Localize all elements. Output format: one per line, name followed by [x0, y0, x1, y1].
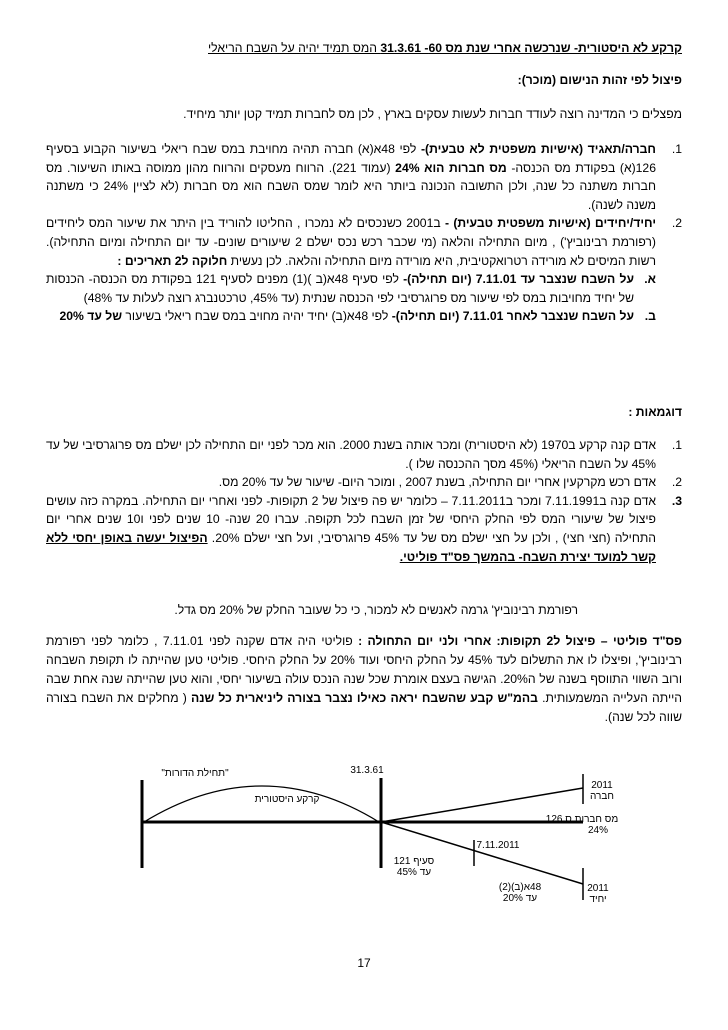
label-up-to-45: עד 45% — [396, 867, 432, 878]
examples-list — [46, 436, 682, 566]
sub-item — [46, 270, 682, 307]
sub-marker: ב. — [644, 309, 656, 324]
list-marker: 2. — [671, 216, 682, 231]
politi-text: פוליטי היה אדם שקנה לפני 7.11.01 , כלומר לפני רפורמת רבינוביץ', ופיצלו לו את התשלום לעד 45% על החלק היחסי ועוד 20% על החלק היחסי. פוליטי טען שהייתה לו תקופת השבחה ורוב השווי התווסף בשנה של ה20%. הגישה בעצם אומרת שכל שנה הנכס עולה בשיעור יחסי, והוא טען שהייתה שנה אחת שבה הייתה העלייה המשמעותית. — [46, 634, 683, 705]
politi-ruling: בהמ"ש קבע שהשבח יראה כאילו נצבר בצורה ליניארית כל שנה — [190, 691, 538, 705]
page-header — [46, 40, 682, 56]
label-2011-company: 2011 — [591, 780, 613, 791]
politi-text-2: ( מחלקים את השבח בצורה שווה לכל שנה). — [46, 691, 682, 724]
politi-lead: פס"ד פוליטי – פיצול ל2 תקופות: אחרי ולני יום התחולה : — [358, 634, 682, 648]
sub-text: לפי סעיף 48א(ב )(1) מפנים לסעיף 121 בפקודת מס הכנסה- הכנסות של יחיד מחויבות במס לפי שיעור מס פרוגרסיבי לפי הכנסה שנתית (עד 45%, טרכטנברג רוצה לעלות עד 48%) — [46, 272, 634, 305]
list-item — [46, 140, 682, 214]
label-7-11-2011: 7.11.2011 — [476, 840, 520, 851]
sub-tail-bold: של עד 20% — [59, 309, 123, 324]
item-bold: מס חברות הוא 24% — [395, 160, 507, 175]
intro-paragraph: מפצלים כי המדינה רוצה לעודד חברות לעשות עסקים בארץ , לכן מס לחברות תמיד קטן יותר מיחיד. — [183, 107, 682, 121]
label-historic: קרקע היסטורית — [254, 794, 320, 805]
label-section-121: סעיף 121 — [393, 856, 435, 867]
header-title: קרקע לא היסטורית- שנרכשה אחרי שנת מס 60- 31.3.61 — [380, 41, 682, 55]
header-title-rest: המס תמיד יהיה על השבח הריאלי — [208, 41, 381, 55]
sub-item — [46, 307, 682, 326]
list-item — [46, 473, 682, 492]
label-2011-individual: 2011 — [587, 883, 609, 894]
list-item — [46, 214, 682, 270]
example-text: אדם קנה ב7.11.1991 ומכר ב7.11.2011 – כלומר יש פה פיצול של 2 תקופות- לפני ואחרי יום התחילה. במקרה כזה עושים פיצול של שיעורי המס לפי החלק היחסי של זמן השבח לכל תקופה. עברו 20 שנה- 10 שנים לפני ו10 שנים אחרי יום התחילה (חצי חצי) , ולכן על חצי ישלם מס של עד 45% פרוגרסיבי, ועל חצי ישלם 20%. — [46, 493, 656, 545]
list-item — [46, 492, 682, 566]
label-corporate-tax-126: מס חברות ס 126 — [545, 814, 619, 825]
label-24: 24% — [587, 825, 609, 836]
example-text: אדם רכש מקרקעין אחרי יום התחילה, בשנת 2007 , ומוכר היום- שיעור של עד 20% מס. — [218, 475, 656, 490]
identity-split-list — [46, 140, 682, 326]
split-heading: פיצול לפי זהות הנישום (מוכר): — [517, 73, 682, 87]
sub-text: לפי 48א(ב) יחיד יהיה מחויב במס שבח ריאלי בשיעור — [122, 309, 392, 324]
page-number: 17 — [357, 956, 371, 970]
item-text-2: (עמוד 221). הרווח מעסקים והרווח מהון ממוסה באותו השיעור. מס חברות משתנה כל שנה, ולכן התשובה הנכונה ביותר היא לומר שמס השבח הוא מס חברות (לא לציין 24% כי משתנה משנה לשנה). — [46, 160, 656, 212]
example-text: אדם קנה קרקע ב1970 (לא היסטורית) ומכר אותה בשנת 2000. הוא מכר לפני יום התחילה לכן ישלם מס פרוגרסיבי של עד 45% על השבח הריאלי (45% מסך ההכנסה שלו ). — [46, 438, 656, 471]
list-marker: 3. — [671, 493, 682, 508]
reform-line: רפורמת רבינוביץ' גרמה לאנשים לא למכור, כי כל שעובר החלק של 20% מס גדל. — [174, 603, 578, 617]
label-31-3-61: 31.3.61 — [350, 765, 384, 776]
list-marker: 1. — [671, 142, 682, 156]
label-individual: יחיד — [589, 894, 607, 905]
sub-lead: על השבח שנצבר עד 7.11.01 (יום תחילה)- — [403, 272, 634, 287]
item-lead: חברה/תאגיד (אישיות משפטית לא טבעית)- — [420, 142, 656, 156]
label-company: חברה — [590, 791, 614, 802]
timeline-diagram — [0, 760, 728, 930]
item-lead: יחיד/יחידים (אישיות משפטית טבעית) - — [444, 216, 656, 231]
list-item — [46, 436, 682, 473]
item-text: לפי 48א(א) חברה תהיה מחויבת במס שבח ריאלי בשיעור הקבוע בסעיף 126(א) בפקודת מס הכנסה- — [46, 142, 656, 175]
list-marker: 1. — [671, 438, 682, 452]
label-up-to-20: עד 20% — [502, 893, 538, 904]
politi-paragraph — [46, 632, 682, 727]
sub-lead: על השבח שנצבר לאחר 7.11.01 (יום תחילה)- — [391, 309, 634, 324]
label-start: "תחילת הדורות" — [161, 768, 229, 779]
label-48a: 48א(ב)(2) — [498, 882, 542, 893]
example-underlined-conclusion: הפיצול יעשה באופן יחסי ללא קשר למועד יצירת השבח- בהמשך פס"ד פוליטי. — [46, 530, 656, 564]
item-bold: חלוקה ל2 תאריכים : — [117, 253, 228, 268]
item-text: ב2001 כשנכסים לא נמכרו , החליטו להוריד בין היתר את שיעור המס ליחידים (רפורמת רבינוביץ') , מיום התחילה והלאה (מי שכבר רכש נכס ישלם 2 שיעורים שונים- עד יום התחילה ומיום התחילה). רשות המיסים לא מורידה רטרואקטיבית, היא מורידה מיום התחילה והלאה. לכן נעשית — [46, 216, 656, 268]
list-marker: 2. — [671, 475, 682, 490]
sub-marker: א. — [644, 272, 656, 287]
examples-heading: דוגמאות : — [628, 405, 682, 419]
